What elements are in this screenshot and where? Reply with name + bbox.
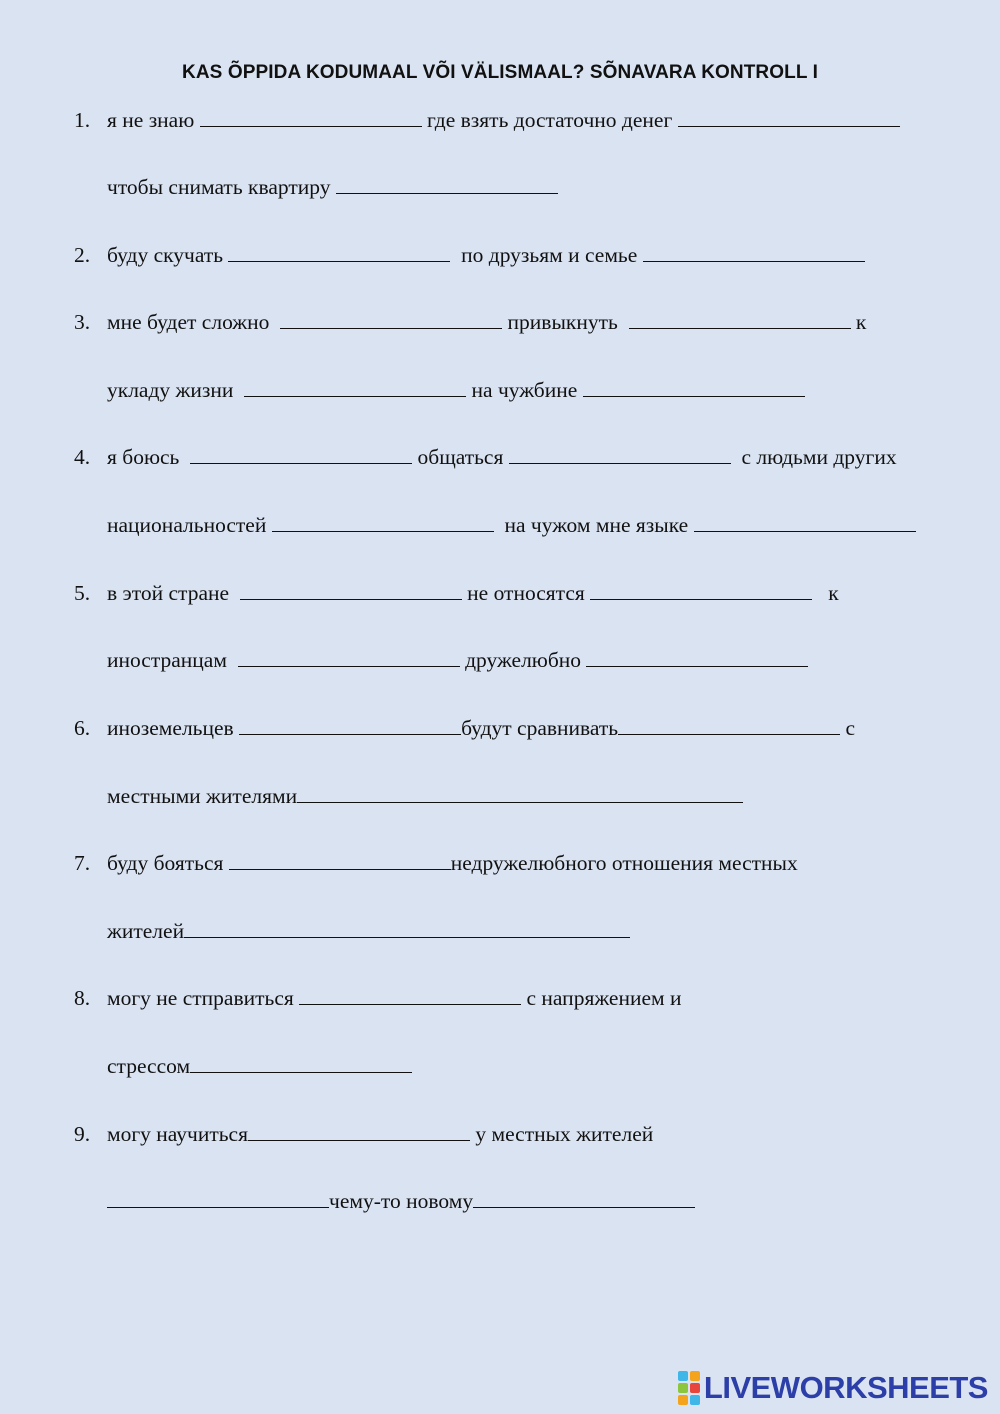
item-8-line-2 bbox=[107, 1056, 412, 1078]
answer-blank[interactable] bbox=[244, 395, 466, 397]
text-segment: буду скучать bbox=[107, 243, 229, 267]
answer-blank[interactable] bbox=[473, 1206, 695, 1208]
text-segment: на чужбине bbox=[466, 378, 583, 402]
item-7-line-1 bbox=[107, 853, 798, 875]
text-segment: недружелюбного отношения местных bbox=[450, 851, 798, 875]
text-segment: с напряжением и bbox=[521, 986, 682, 1010]
text-segment: я боюсь bbox=[107, 445, 191, 469]
answer-blank[interactable] bbox=[190, 462, 412, 464]
text-segment: в этой стране bbox=[107, 581, 240, 605]
text-segment: с людьми других bbox=[730, 445, 897, 469]
answer-blank[interactable] bbox=[509, 462, 731, 464]
item-9-line-1 bbox=[107, 1124, 653, 1146]
item-2-line-1 bbox=[107, 245, 865, 267]
item-8-line-1 bbox=[107, 988, 681, 1010]
text-segment: местными жителями bbox=[107, 784, 298, 808]
answer-blank[interactable] bbox=[618, 733, 840, 735]
answer-blank[interactable] bbox=[229, 868, 451, 870]
answer-blank[interactable] bbox=[272, 530, 494, 532]
text-segment: к bbox=[850, 310, 867, 334]
answer-blank[interactable] bbox=[240, 598, 462, 600]
answer-blank[interactable] bbox=[297, 801, 743, 803]
item-5-line-1 bbox=[107, 583, 839, 605]
item-4-line-1 bbox=[107, 447, 897, 469]
item-3-line-1 bbox=[107, 312, 866, 334]
item-4-line-2 bbox=[107, 515, 916, 537]
liveworksheets-logo-icon bbox=[678, 1371, 700, 1405]
item-1-line-2 bbox=[107, 177, 558, 199]
answer-blank[interactable] bbox=[228, 260, 450, 262]
text-segment: мне будет сложно bbox=[107, 310, 281, 334]
answer-blank[interactable] bbox=[643, 260, 865, 262]
text-segment: чему-то новому bbox=[329, 1189, 474, 1213]
text-segment: иноземельцев bbox=[107, 716, 240, 740]
text-segment: могу научиться bbox=[107, 1122, 248, 1146]
text-segment: буду бояться bbox=[107, 851, 229, 875]
text-segment: не относятся bbox=[461, 581, 591, 605]
item-5-number: 5. bbox=[74, 581, 91, 605]
text-segment: по друзьям и семье bbox=[450, 243, 643, 267]
item-4-number: 4. bbox=[74, 445, 91, 469]
text-segment: укладу жизни bbox=[107, 378, 245, 402]
answer-blank[interactable] bbox=[586, 665, 808, 667]
item-7-number: 7. bbox=[74, 851, 91, 875]
answer-blank[interactable] bbox=[239, 733, 461, 735]
answer-blank[interactable] bbox=[190, 1071, 412, 1073]
item-6-line-2 bbox=[107, 786, 743, 808]
logo-text: LIVEWORKSHEETS bbox=[703, 1370, 988, 1405]
text-segment: чтобы снимать квартиру bbox=[107, 175, 336, 199]
answer-blank[interactable] bbox=[184, 936, 630, 938]
text-segment: будут сравнивать bbox=[461, 716, 619, 740]
text-segment: могу не стправиться bbox=[107, 986, 300, 1010]
item-7-line-2 bbox=[107, 921, 630, 943]
item-5-line-2 bbox=[107, 650, 808, 672]
item-2-number: 2. bbox=[74, 243, 91, 267]
text-segment: с bbox=[840, 716, 856, 740]
answer-blank[interactable] bbox=[248, 1139, 470, 1141]
answer-blank[interactable] bbox=[280, 327, 502, 329]
answer-blank[interactable] bbox=[583, 395, 805, 397]
text-segment: иностранцам bbox=[107, 648, 238, 672]
item-6-line-1 bbox=[107, 718, 855, 740]
text-segment: к bbox=[812, 581, 839, 605]
answer-blank[interactable] bbox=[694, 530, 916, 532]
answer-blank[interactable] bbox=[629, 327, 851, 329]
item-3-line-2 bbox=[107, 380, 805, 402]
item-9-line-2 bbox=[107, 1191, 695, 1213]
item-9-number: 9. bbox=[74, 1122, 91, 1146]
text-segment: где взять достаточно денег bbox=[421, 108, 678, 132]
text-segment: привыкнуть bbox=[502, 310, 629, 334]
text-segment: национальностей bbox=[107, 513, 272, 537]
worksheet-title: KAS ÕPPIDA KODUMAAL VÕI VÄLISMAAL? SÕNAVARA KONTROLL I bbox=[182, 62, 818, 83]
item-1-number: 1. bbox=[74, 108, 91, 132]
item-6-number: 6. bbox=[74, 716, 91, 740]
text-segment: дружелюбно bbox=[459, 648, 587, 672]
text-segment: у местных жителей bbox=[469, 1122, 654, 1146]
answer-blank[interactable] bbox=[590, 598, 812, 600]
answer-blank[interactable] bbox=[299, 1003, 521, 1005]
text-segment: общаться bbox=[412, 445, 509, 469]
liveworksheets-logo[interactable] bbox=[678, 1370, 988, 1406]
answer-blank[interactable] bbox=[678, 125, 900, 127]
text-segment: я не знаю bbox=[107, 108, 200, 132]
item-1-line-1 bbox=[107, 110, 900, 132]
item-8-number: 8. bbox=[74, 986, 91, 1010]
text-segment: на чужом мне языке bbox=[493, 513, 694, 537]
answer-blank[interactable] bbox=[336, 192, 558, 194]
text-segment: стрессом bbox=[107, 1054, 191, 1078]
answer-blank[interactable] bbox=[200, 125, 422, 127]
text-segment: жителей bbox=[107, 919, 185, 943]
answer-blank[interactable] bbox=[238, 665, 460, 667]
answer-blank[interactable] bbox=[107, 1206, 329, 1208]
item-3-number: 3. bbox=[74, 310, 91, 334]
